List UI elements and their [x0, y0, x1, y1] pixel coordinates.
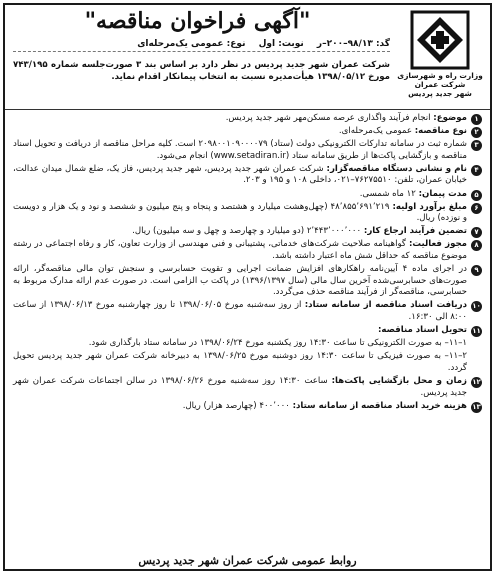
sub-item-electronic: ۱–۱۱– به صورت الکترونیکی تا ساعت ۱۴:۳۰ روز یکشنبه مورخ ۱۳۹۸/۰۶/۲۴ در سامانه ستاد بارگذاری شود.: [88, 338, 467, 349]
item-opening-time: [13, 376, 482, 399]
logo-emblem-icon: [409, 9, 471, 71]
item-label: دریافت اسناد مناقصه از سامانه ستاد:: [304, 300, 467, 311]
item-text: ۴۸٬۸۵۵٬۶۹۱٬۲۱۹ (چهل‌وهشت میلیارد و هشتصد و پنجاه و پنج میلیون و ششصد و نود و یک هزار و دویست و نوزده) ریال.: [13, 201, 467, 224]
tender-notice: [3, 3, 492, 571]
item-document-submission: [13, 325, 482, 337]
item-label: زمان و محل بازگشایی پاکت‌ها:: [331, 375, 467, 386]
item-text: ۱۲ ماه شمسی.: [359, 188, 419, 199]
notice-meta: [13, 39, 390, 52]
logo-line-3: شهر جدید پردیس: [408, 89, 472, 98]
item-text: ۴۰۰٬۰۰۰ (چهارصد هزار) ریال.: [182, 400, 293, 411]
item-number: ۵: [471, 190, 482, 201]
item-number: ۳: [471, 140, 482, 151]
item-activity-permit: [13, 239, 482, 262]
item-text: از روز سه‌شنبه مورخ ۱۳۹۸/۰۶/۰۵ تا روز چهارشنبه مورخ ۱۳۹۸/۰۶/۱۳ از ساعت ۸:۰۰ الی ۱۶:۳۰.: [13, 300, 467, 322]
item-contract-duration: [13, 189, 482, 201]
item-label: نام و نشانی دستگاه مناقصه‌گزار:: [326, 163, 467, 174]
item-text: عمومی یک‌مرحله‌ای.: [338, 126, 415, 137]
item-text: در اجرای ماده ۴ آیین‌نامه راهکارهای افزایش ضمانت اجرایی و تقویت حسابرسی و سنجش توان مالی مناقصه‌گر، ارائه صورت‌های حسابرسی‌شده آخرین سال مالی (سال ۱۳۹۶/۱۳۹۷) در پاکت ب الزامی است. در صورت عدم ارائه مدارک مربوط به حسابرسی، مناقصه‌گر از فرآیند مناقصه حذف می‌گردد.: [13, 264, 467, 298]
item-setad-registration: [13, 139, 482, 162]
item-guarantee: [13, 226, 482, 238]
item-text: ۲٬۴۴۳٬۰۰۰٬۰۰۰ (دو میلیارد و چهارصد و چهل و سه میلیون) ریال.: [132, 226, 364, 237]
item-number: ۴: [471, 165, 482, 176]
logo-line-1: وزارت راه و شهرسازی: [397, 71, 483, 80]
item-label: مدت پیمان:: [418, 188, 467, 199]
item-number: ۱۳: [472, 402, 481, 411]
public-relations-signature: روابط عمومی شرکت عمران شهر جدید پردیس: [138, 554, 357, 567]
item-number: ۱: [471, 114, 482, 125]
item-text: انجام فرآیند واگذاری عرصه مسکن‌مهر شهر جدید پردیس.: [225, 113, 434, 123]
item-text: گواهینامه صلاحیت شرکت‌های خدماتی، پشتیبانی و فنی مهندسی از وزارت تعاون، کار و رفاه اجتماعی در رشته موضوع مناقصه که حداقل شش ماه اعتبار داشته باشد.: [13, 239, 467, 262]
item-tender-type: [13, 126, 482, 138]
item-number: ۱۲: [472, 377, 481, 386]
item-number: ۱۱: [472, 327, 481, 336]
sub-item-physical: ۲–۱۱– به صورت فیزیکی تا ساعت ۱۴:۳۰ روز دوشنبه مورخ ۱۳۹۸/۰۶/۲۵ به دبیرخانه شرکت عمران شهر جدید پردیس تحویل گردد.: [13, 351, 468, 373]
item-subject: [13, 113, 482, 125]
item-label: هزینه خرید اسناد مناقصه از سامانه ستاد:: [292, 400, 467, 411]
ministry-logo: [396, 9, 484, 105]
item-number: ۷: [471, 227, 482, 238]
item-number: ۹: [471, 265, 482, 276]
item-document-receipt: [13, 300, 482, 323]
item-label: مبلغ برآورد اولیه:: [392, 201, 467, 212]
notice-header: [5, 5, 490, 110]
item-label: موضوع:: [433, 113, 467, 123]
item-label: نوع مناقصه:: [414, 126, 467, 137]
item-number: ۶: [471, 203, 482, 214]
tender-code: گد: ۹۸/۱۳–۲۰۰–ر: [316, 39, 390, 49]
item-number: ۸: [471, 240, 482, 251]
item-text: ساعت ۱۴:۳۰ روز سه‌شنبه مورخ ۱۳۹۸/۰۶/۲۶ در سالن اجتماعات شرکت عمران شهر جدید پردیس.: [13, 375, 467, 398]
notice-body: [13, 113, 482, 547]
item-estimated-amount: [13, 202, 482, 225]
tender-type: نوع: عمومی یک‌مرحله‌ای: [137, 39, 246, 49]
notice-title: "آگهی فراخوان مناقصه": [84, 8, 311, 34]
round-number: نوبت: اول: [258, 39, 304, 49]
item-document-fee: [13, 401, 482, 413]
item-audit-requirement: [13, 264, 482, 299]
item-text: شرکت عمران شهر جدید پردیس، شهر جدید پردیس، فاز یک، ضلع شمال میدان عدالت، خیابان عمران، تلفن: ۷۶۲۷۵۵۱۰–۰۲۱، داخلی ۱۰۸ و ۱۹۵ و ۲۰۳.: [13, 163, 467, 186]
item-number: ۱۰: [472, 302, 481, 311]
item-number: ۲: [471, 127, 482, 138]
logo-line-2: شرکت عمران: [414, 80, 466, 89]
item-label: مجوز فعالیت:: [408, 239, 467, 250]
item-label: تضمین فرآیند ارجاع کار:: [363, 226, 467, 237]
notice-intro: شرکت عمران شهر جدید پردیس در نظر دارد بر اساس بند ۳ صورت‌جلسه شماره ۷۴۳/۱۹۵ مورخ ۱۳۹۸/۰۵/۱۲ هیأت‌مدیره نسبت به انتخاب پیمانکار اقدام نماید.: [13, 60, 390, 82]
item-organizer-address: [13, 164, 482, 187]
item-text: شماره ثبت در سامانه تدارکات الکترونیکی دولت (ستاد) ۲۰۹۸۰۰۱۰۹۰۰۰۰۷۹ است. کلیه مراحل مناقصه از دریافت و تحویل اسناد مناقصه و بازگشایی پاکت‌ها از طریق سامانه ستاد (www.setadiran.ir) انجام می‌شود.: [13, 139, 467, 161]
item-label: تحویل اسناد مناقصه:: [377, 325, 467, 336]
